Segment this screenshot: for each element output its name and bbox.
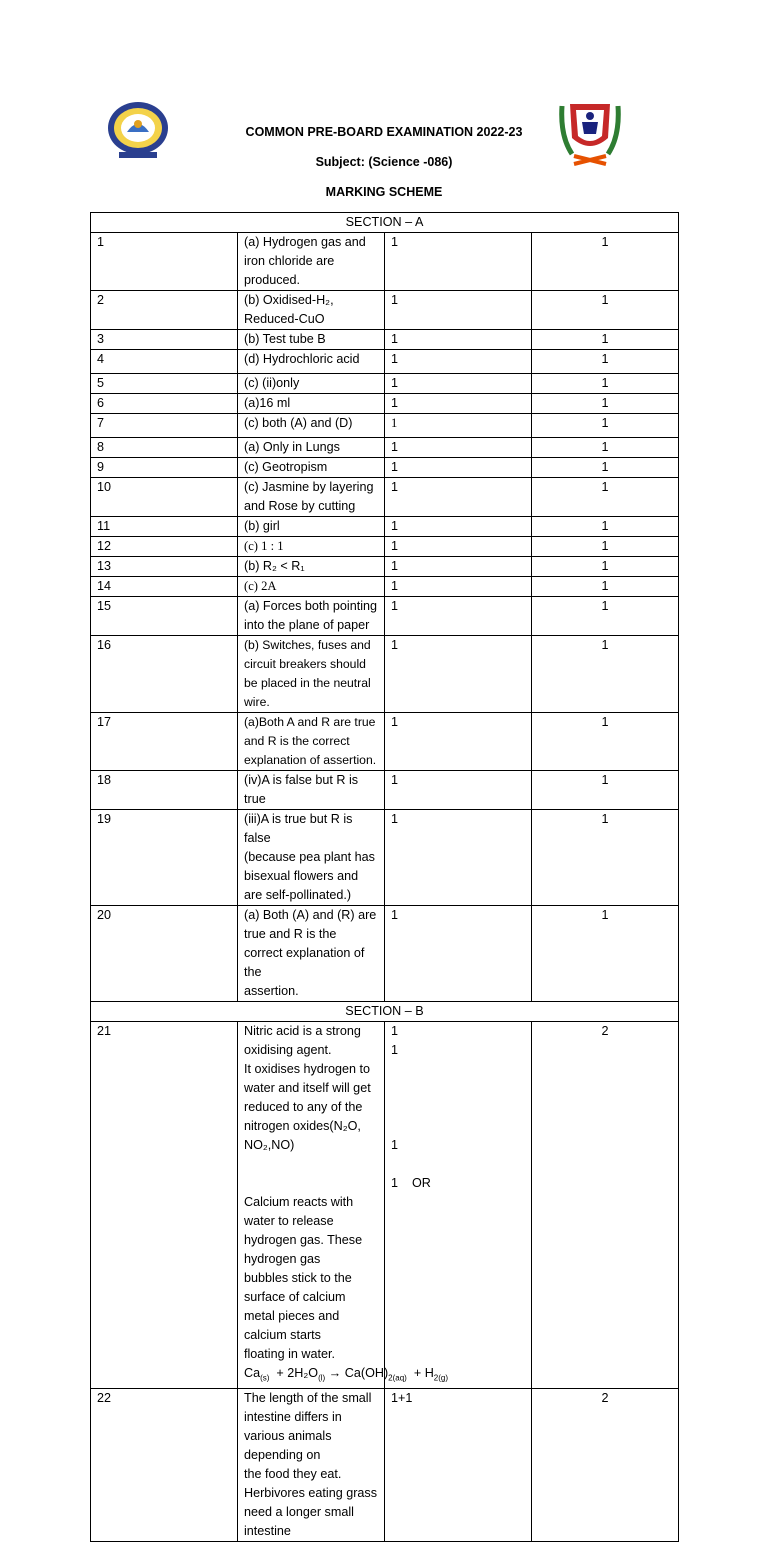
section-b-label: SECTION – B (91, 1002, 679, 1022)
answer-text: (d) Hydrochloric acid (238, 350, 385, 374)
answer-text: (iv)A is false but R is true (238, 771, 385, 810)
marks-value: 1 (385, 810, 532, 906)
total-marks: 1 (532, 458, 679, 478)
question-number: 12 (91, 537, 238, 557)
question-number: 8 (91, 438, 238, 458)
table-row (91, 810, 679, 906)
question-number: 5 (91, 374, 238, 394)
question-number: 11 (91, 517, 238, 537)
marks-value: 1 (385, 458, 532, 478)
table-row (91, 478, 679, 517)
answer-text: (a) Forces both pointing into the plane of paper (238, 597, 385, 636)
equation-subscript: 2(aq) (388, 1373, 407, 1383)
table-row (91, 597, 679, 636)
answer-text: (b) Test tube B (238, 330, 385, 350)
total-marks: 1 (532, 810, 679, 906)
total-marks: 1 (532, 394, 679, 414)
answer-line: bubbles stick to the surface of calcium metal pieces and calcium starts (244, 1271, 352, 1342)
question-number: 17 (91, 713, 238, 771)
table-row (91, 458, 679, 478)
total-marks: 1 (532, 350, 679, 374)
section-b-header (91, 1002, 679, 1022)
marks-value: 1 (391, 1176, 399, 1190)
answer-cell (238, 1388, 385, 1541)
equation-part: → Ca(OH) (325, 1366, 389, 1380)
table-row (91, 233, 679, 291)
answer-line: Calcium reacts with water to release hydrogen gas. These hydrogen gas (244, 1195, 363, 1266)
marks-value: 1 (385, 233, 532, 291)
total-marks: 1 (532, 636, 679, 713)
question-number: 6 (91, 394, 238, 414)
or-separator: OR (412, 1176, 431, 1190)
answer-text: (b) R₂ < R₁ (238, 557, 385, 577)
table-row (91, 291, 679, 330)
answer-text-continued: assertion. (244, 984, 299, 998)
marks-value: 1 (385, 906, 532, 1002)
question-number: 2 (91, 291, 238, 330)
answer-text: (c) (ii)only (238, 374, 385, 394)
question-number: 16 (91, 636, 238, 713)
marks-value: 1 (385, 414, 532, 438)
table-row (91, 537, 679, 557)
answer-line: It oxidises hydrogen to water and itself will get reduced to any of the (244, 1062, 371, 1114)
answer-text: (c) Jasmine by layering and Rose by cutting (238, 478, 385, 517)
marks-value: 1 (391, 1138, 399, 1152)
total-marks: 2 (532, 1022, 679, 1389)
table-row (91, 713, 679, 771)
marking-scheme-table (90, 212, 679, 1542)
question-number: 3 (91, 330, 238, 350)
marks-value: 1 (385, 330, 532, 350)
marks-value: 1+1 (385, 1388, 532, 1541)
question-number: 18 (91, 771, 238, 810)
marks-value: 1 (385, 537, 532, 557)
table-row (91, 771, 679, 810)
equation-part: Ca (244, 1366, 261, 1380)
answer-text: (a) Only in Lungs (238, 438, 385, 458)
answer-text: (a)Both A and R are true and R is the correct explanation of assertion. (238, 713, 385, 771)
table-row (91, 557, 679, 577)
question-number: 15 (91, 597, 238, 636)
question-number: 1 (91, 233, 238, 291)
marks-value: 1 (385, 557, 532, 577)
table-row (91, 636, 679, 713)
total-marks: 1 (532, 374, 679, 394)
question-number: 9 (91, 458, 238, 478)
answer-line: Nitric acid is a strong oxidising agent. (244, 1024, 361, 1057)
table-row (91, 517, 679, 537)
marks-value: 1 (385, 713, 532, 771)
section-a-header (91, 213, 679, 233)
table-row (91, 906, 679, 1002)
marks-value: 1 (385, 517, 532, 537)
marks-value: 1 (391, 1043, 399, 1057)
question-number: 13 (91, 557, 238, 577)
total-marks: 1 (532, 597, 679, 636)
total-marks: 1 (532, 906, 679, 1002)
marks-value: 1 (385, 350, 532, 374)
marks-value: 1 (385, 597, 532, 636)
answer-text: (b) girl (238, 517, 385, 537)
question-number: 20 (91, 906, 238, 1002)
answer-text: (iii)A is true but R is false (244, 812, 353, 845)
answer-cell (238, 906, 385, 1002)
marks-value: 1 (385, 478, 532, 517)
table-row (91, 394, 679, 414)
marks-value: 1 (385, 438, 532, 458)
answer-cell (238, 1022, 449, 1389)
marks-value: 1 (385, 394, 532, 414)
total-marks: 1 (532, 291, 679, 330)
question-number: 22 (91, 1388, 238, 1541)
answer-text: (a) Hydrogen gas and iron chloride are produced. (238, 233, 385, 291)
answer-cell (238, 810, 385, 906)
total-marks: 1 (532, 478, 679, 517)
subject-title: Subject: (Science -086) (315, 155, 453, 169)
total-marks: 1 (532, 557, 679, 577)
total-marks: 1 (532, 414, 679, 438)
total-marks: 1 (532, 330, 679, 350)
equation-subscript: (l) (318, 1373, 326, 1383)
equation-subscript: (s) (260, 1373, 270, 1383)
marks-value: 1 (385, 771, 532, 810)
answer-text: (c) Geotropism (238, 458, 385, 478)
question-number: 14 (91, 577, 238, 597)
question-number: 7 (91, 414, 238, 438)
total-marks: 1 (532, 438, 679, 458)
answer-text: (a)16 ml (238, 394, 385, 414)
marking-scheme-title: MARKING SCHEME (325, 185, 443, 199)
answer-text: (b) Oxidised-H₂, Reduced-CuO (238, 291, 385, 330)
total-marks: 2 (532, 1388, 679, 1541)
marks-value: 1 (385, 636, 532, 713)
table-row (91, 1022, 679, 1389)
equation-subscript: 2(g) (433, 1373, 449, 1383)
marks-cell (385, 1022, 532, 1389)
answer-text: (c) 1 : 1 (238, 537, 385, 557)
question-number: 19 (91, 810, 238, 906)
marks-value: 1 (385, 374, 532, 394)
equation-part: + 2H₂O (269, 1366, 319, 1380)
section-a-label: SECTION – A (91, 213, 679, 233)
answer-line: floating in water. (244, 1347, 336, 1361)
answer-text: (c) 2A (238, 577, 385, 597)
marks-value: 1 (391, 1024, 399, 1038)
table-row (91, 438, 679, 458)
total-marks: 1 (532, 517, 679, 537)
answer-text: (c) both (A) and (D) (238, 414, 385, 438)
question-number: 21 (91, 1022, 238, 1389)
answer-line: the food they eat. Herbivores eating grass need a longer small intestine (244, 1466, 377, 1538)
answer-text: (a) Both (A) and (R) are true and R is the correct explanation of the (244, 908, 377, 979)
table-row (91, 330, 679, 350)
table-row (91, 374, 679, 394)
marks-value: 1 (385, 291, 532, 330)
marks-value: 1 (385, 577, 532, 597)
answer-line: nitrogen oxides(N₂O, NO₂,NO) (244, 1119, 361, 1152)
table-row (91, 577, 679, 597)
chemical-equation (244, 1364, 449, 1388)
question-number: 10 (91, 478, 238, 517)
total-marks: 1 (532, 537, 679, 557)
total-marks: 1 (532, 233, 679, 291)
table-row (91, 414, 679, 438)
table-row (91, 350, 679, 374)
equation-part: + H (406, 1366, 434, 1380)
total-marks: 1 (532, 771, 679, 810)
exam-title: COMMON PRE-BOARD EXAMINATION 2022-23 (245, 125, 523, 139)
question-number: 4 (91, 350, 238, 374)
answer-note: (because pea plant has bisexual flowers and are self-pollinated.) (244, 850, 375, 902)
total-marks: 1 (532, 713, 679, 771)
answer-line: The length of the small intestine differs in various animals depending on (244, 1390, 372, 1462)
table-row (91, 1388, 679, 1541)
total-marks: 1 (532, 577, 679, 597)
answer-text: (b) Switches, fuses and circuit breakers should be placed in the neutral wire. (238, 636, 385, 713)
